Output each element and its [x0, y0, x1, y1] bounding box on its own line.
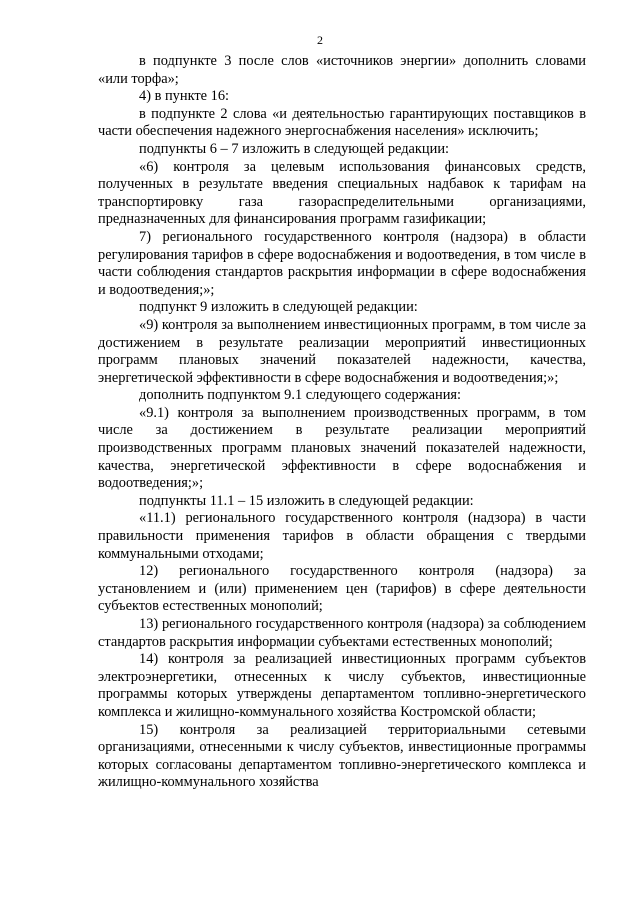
paragraph: 14) контроля за реализацией инвестиционных программ субъектов электроэнергетики, отнесенных к числу субъектов, инвестиционные программы которых утверждены департаментом топливно-энергетического комплекса и жилищно-коммунального хозяйства Костромской области; — [98, 651, 586, 720]
paragraph: «11.1) регионального государственного контроля (надзора) в части правильности применения тарифов в области обращения с твердыми коммунальными отходами; — [98, 510, 586, 562]
paragraph: «6) контроля за целевым использования финансовых средств, полученных в результате введения специальных надбавок к тарифам на транспортировку газа газораспределительными организациями, предназначенных для финансирования программ газификации; — [98, 158, 586, 228]
paragraph: в подпункте 2 слова «и деятельностью гарантирующих поставщиков в части обеспечения надежного энергоснабжения населения» исключить; — [98, 105, 586, 140]
paragraph: подпункты 11.1 – 15 изложить в следующей редакции: — [139, 492, 474, 509]
paragraph: 7) регионального государственного контроля (надзора) в области регулирования тарифов в сфере водоснабжения и водоотведения, в том числе в части соблюдения стандартов раскрытия информации в сфере водоснабжения и водоотведения;»; — [98, 228, 586, 298]
paragraph: дополнить подпунктом 9.1 следующего содержания: — [139, 387, 462, 404]
document-body — [98, 53, 586, 792]
paragraph: подпункты 6 – 7 изложить в следующей редакции: — [139, 140, 450, 157]
paragraph: 12) регионального государственного контроля (надзора) за установлением и (или) применением цен (тарифов) в сфере деятельности субъектов естественных монополий; — [98, 563, 586, 615]
page-number: 2 — [317, 33, 323, 47]
paragraph: в подпункте 3 после слов «источников энергии» дополнить словами «или торфа»; — [98, 53, 586, 87]
paragraph: «9) контроля за выполнением инвестиционных программ, в том числе за достижением в результате реализации мероприятий инвестиционных программ плановых значений показателей надежности, качества, энергетической эффективности в сфере водоснабжения и водоотведения;»; — [98, 316, 586, 386]
paragraph: 4) в пункте 16: — [139, 88, 230, 105]
paragraph: подпункт 9 изложить в следующей редакции: — [139, 299, 418, 316]
paragraph: «9.1) контроля за выполнением производственных программ, в том числе за достижением в результате реализации мероприятий производственных программ плановых значений показателей надежности, качества, энергетической эффективности в сфере водоснабжения и водоотведения;»; — [98, 404, 586, 492]
paragraph: 13) регионального государственного контроля (надзора) за соблюдением стандартов раскрытия информации субъектами естественных монополий; — [98, 616, 586, 650]
paragraph: 15) контроля за реализацией территориальными сетевыми организациями, отнесенными к числу субъектов, инвестиционные программы которых согласованы департаментом топливно-энергетического комплекса и жилищно-коммунального хозяйства — [98, 721, 586, 791]
